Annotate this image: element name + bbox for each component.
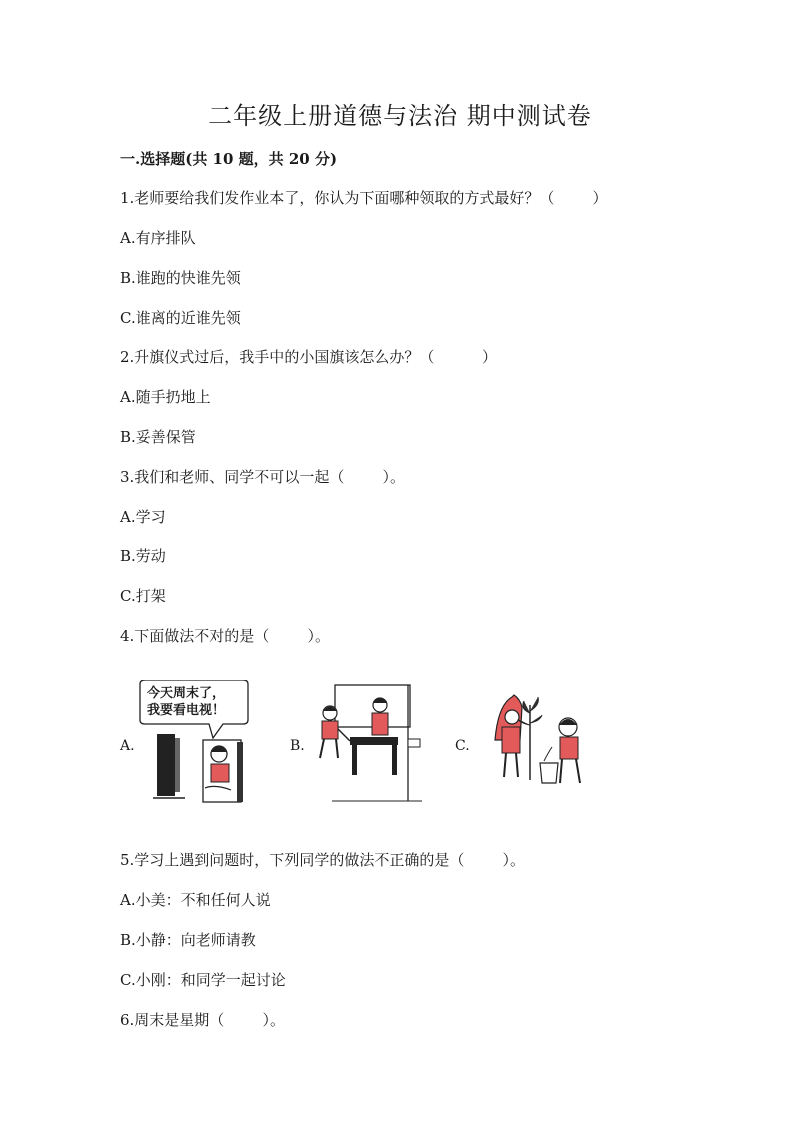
q4-illustration	[115, 680, 470, 810]
q1-option-c: C.谁离的近谁先领	[120, 309, 241, 327]
exam-title: 二年级上册道德与法治 期中测试卷	[208, 102, 592, 130]
question-6: 6.周末是星期（ ）。	[120, 1011, 285, 1029]
figure-label-c: C.	[455, 738, 470, 754]
q3-option-b: B.劳动	[120, 547, 166, 565]
q3-option-a: A.学习	[120, 508, 166, 526]
q1-option-a: A.有序排队	[120, 229, 196, 247]
question-1: 1.老师要给我们发作业本了，你认为下面哪种领取的方式最好？（ ）	[120, 189, 608, 207]
speech-bubble-line-1: 今天周末了，	[147, 686, 226, 701]
q5-option-b: B.小静：向老师请教	[120, 931, 256, 949]
question-5: 5.学习上遇到问题时，下列同学的做法不正确的是（ ）。	[120, 851, 525, 869]
figure-label-b: B.	[290, 738, 305, 754]
speech-bubble-text	[147, 685, 225, 719]
question-4: 4.下面做法不对的是（ ）。	[120, 627, 330, 645]
section-heading: 一.选择题(共 10 题，共 20 分)	[120, 150, 338, 168]
figure-label-a: A.	[120, 738, 135, 754]
speech-bubble-line-2: 我要看电视！	[147, 703, 226, 718]
question-3: 3.我们和老师、同学不可以一起（ ）。	[120, 468, 405, 486]
q2-option-b: B.妥善保管	[120, 428, 196, 446]
q3-option-c: C.打架	[120, 587, 166, 605]
q1-option-b: B.谁跑的快谁先领	[120, 269, 241, 287]
q2-option-a: A.随手扔地上	[120, 388, 211, 406]
question-2: 2.升旗仪式过后，我手中的小国旗该怎么办？（ ）	[120, 348, 497, 366]
q5-option-a: A.小美：不和任何人说	[120, 891, 271, 909]
panel-b-cleaning-scene	[310, 683, 425, 808]
panel-c-tree-planting-scene	[490, 685, 610, 790]
q5-option-c: C.小刚：和同学一起讨论	[120, 971, 286, 989]
